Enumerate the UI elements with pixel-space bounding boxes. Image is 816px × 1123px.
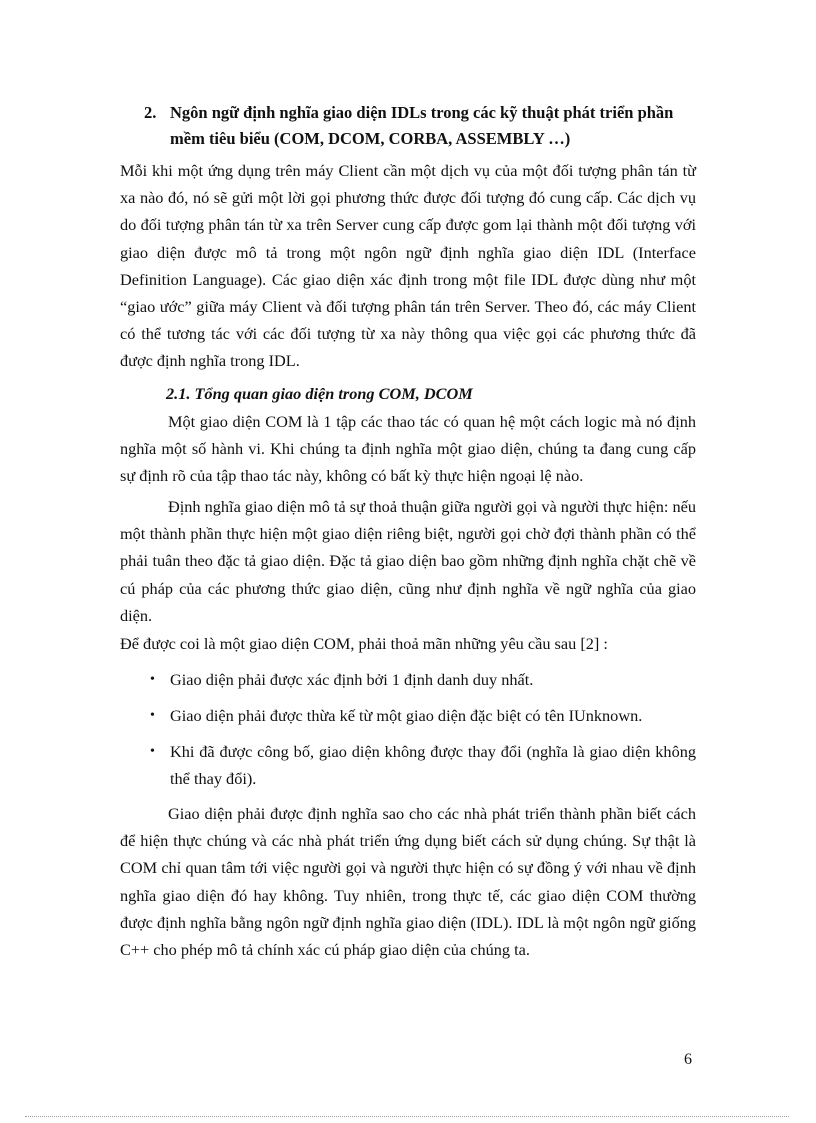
footer-divider xyxy=(25,1116,789,1117)
list-item xyxy=(150,702,696,729)
section-number: 2. xyxy=(144,103,157,122)
intro-paragraph: Mỗi khi một ứng dụng trên máy Client cần một dịch vụ của một đối tượng phân tán từ xa nào đó, nó sẽ gửi một lời gọi phương thức được đối tượng đó cung cấp. Các dịch vụ do đối tượng phân tán từ xa trên Server cung cấp được gom lại thành một đối tượng với giao diện được mô tả trong một ngôn ngữ định nghĩa giao diện IDL (Interface Definition Language). Các giao diện xác định trong một file IDL được dùng như một “giao ước” giữa máy Client và đối tượng phân tán trên Server. Theo đó, các máy Client có thể tương tác với các đối tượng từ xa này thông qua việc gọi các phương thức đã được định nghĩa trong IDL. xyxy=(120,161,696,371)
list-item-text: Giao diện phải được thừa kế từ một giao diện đặc biệt có tên IUnknown. xyxy=(170,706,643,725)
bullet-icon: • xyxy=(150,672,155,687)
section-title: Ngôn ngữ định nghĩa giao diện IDLs trong các kỹ thuật phát triển phần mềm tiêu biểu (COM, DCOM, CORBA, ASSEMBLY …) xyxy=(170,103,674,148)
page-number: 6 xyxy=(684,1051,692,1068)
list-item xyxy=(150,666,696,693)
paragraph-interface-agreement: Định nghĩa giao diện mô tả sự thoả thuận giữa người gọi và người thực hiện: nếu một thành phần thực hiện một giao diện riêng biệt, người gọi chờ đợi thành phần có thể phải tuân theo đặc tả giao diện. Đặc tả giao diện bao gồm những định nghĩa chặt chẽ về cú pháp của các phương thức giao diện, cũng như định nghĩa về ngữ nghĩa của giao diện. xyxy=(120,497,696,625)
section-heading xyxy=(144,100,704,152)
list-item-text: Khi đã được công bố, giao diện không được thay đổi (nghĩa là giao diện không thể thay đổi). xyxy=(170,742,696,788)
list-item-text: Giao diện phải được xác định bởi 1 định danh duy nhất. xyxy=(170,670,534,689)
paragraph-idl-usage: Giao diện phải được định nghĩa sao cho các nhà phát triển thành phần biết cách để hiện thực chúng và các nhà phát triển ứng dụng biết cách sử dụng chúng. Sự thật là COM chỉ quan tâm tới việc người gọi và người thực hiện có sự đồng ý với nhau về định nghĩa giao diện đó hay không. Tuy nhiên, trong thực tế, các giao diện COM thường được định nghĩa bằng ngôn ngữ định nghĩa giao diện (IDL). IDL là một ngôn ngữ giống C++ cho phép mô tả chính xác cú pháp giao diện của chúng ta. xyxy=(120,804,696,960)
requirements-intro: Để được coi là một giao diện COM, phải thoả mãn những yêu cầu sau [2] : xyxy=(120,634,608,653)
bullet-icon: • xyxy=(150,744,155,759)
bullet-icon: • xyxy=(150,708,155,723)
subsection-title: 2.1. Tổng quan giao diện trong COM, DCOM xyxy=(166,384,473,403)
paragraph-interface-definition: Một giao diện COM là 1 tập các thao tác có quan hệ một cách logic mà nó định nghĩa một số hành vi. Khi chúng ta định nghĩa một giao diện, chúng ta đang cung cấp sự định rõ của tập thao tác này, không có bất kỳ thực hiện ngoại lệ nào. xyxy=(120,412,696,486)
list-item xyxy=(150,738,696,792)
